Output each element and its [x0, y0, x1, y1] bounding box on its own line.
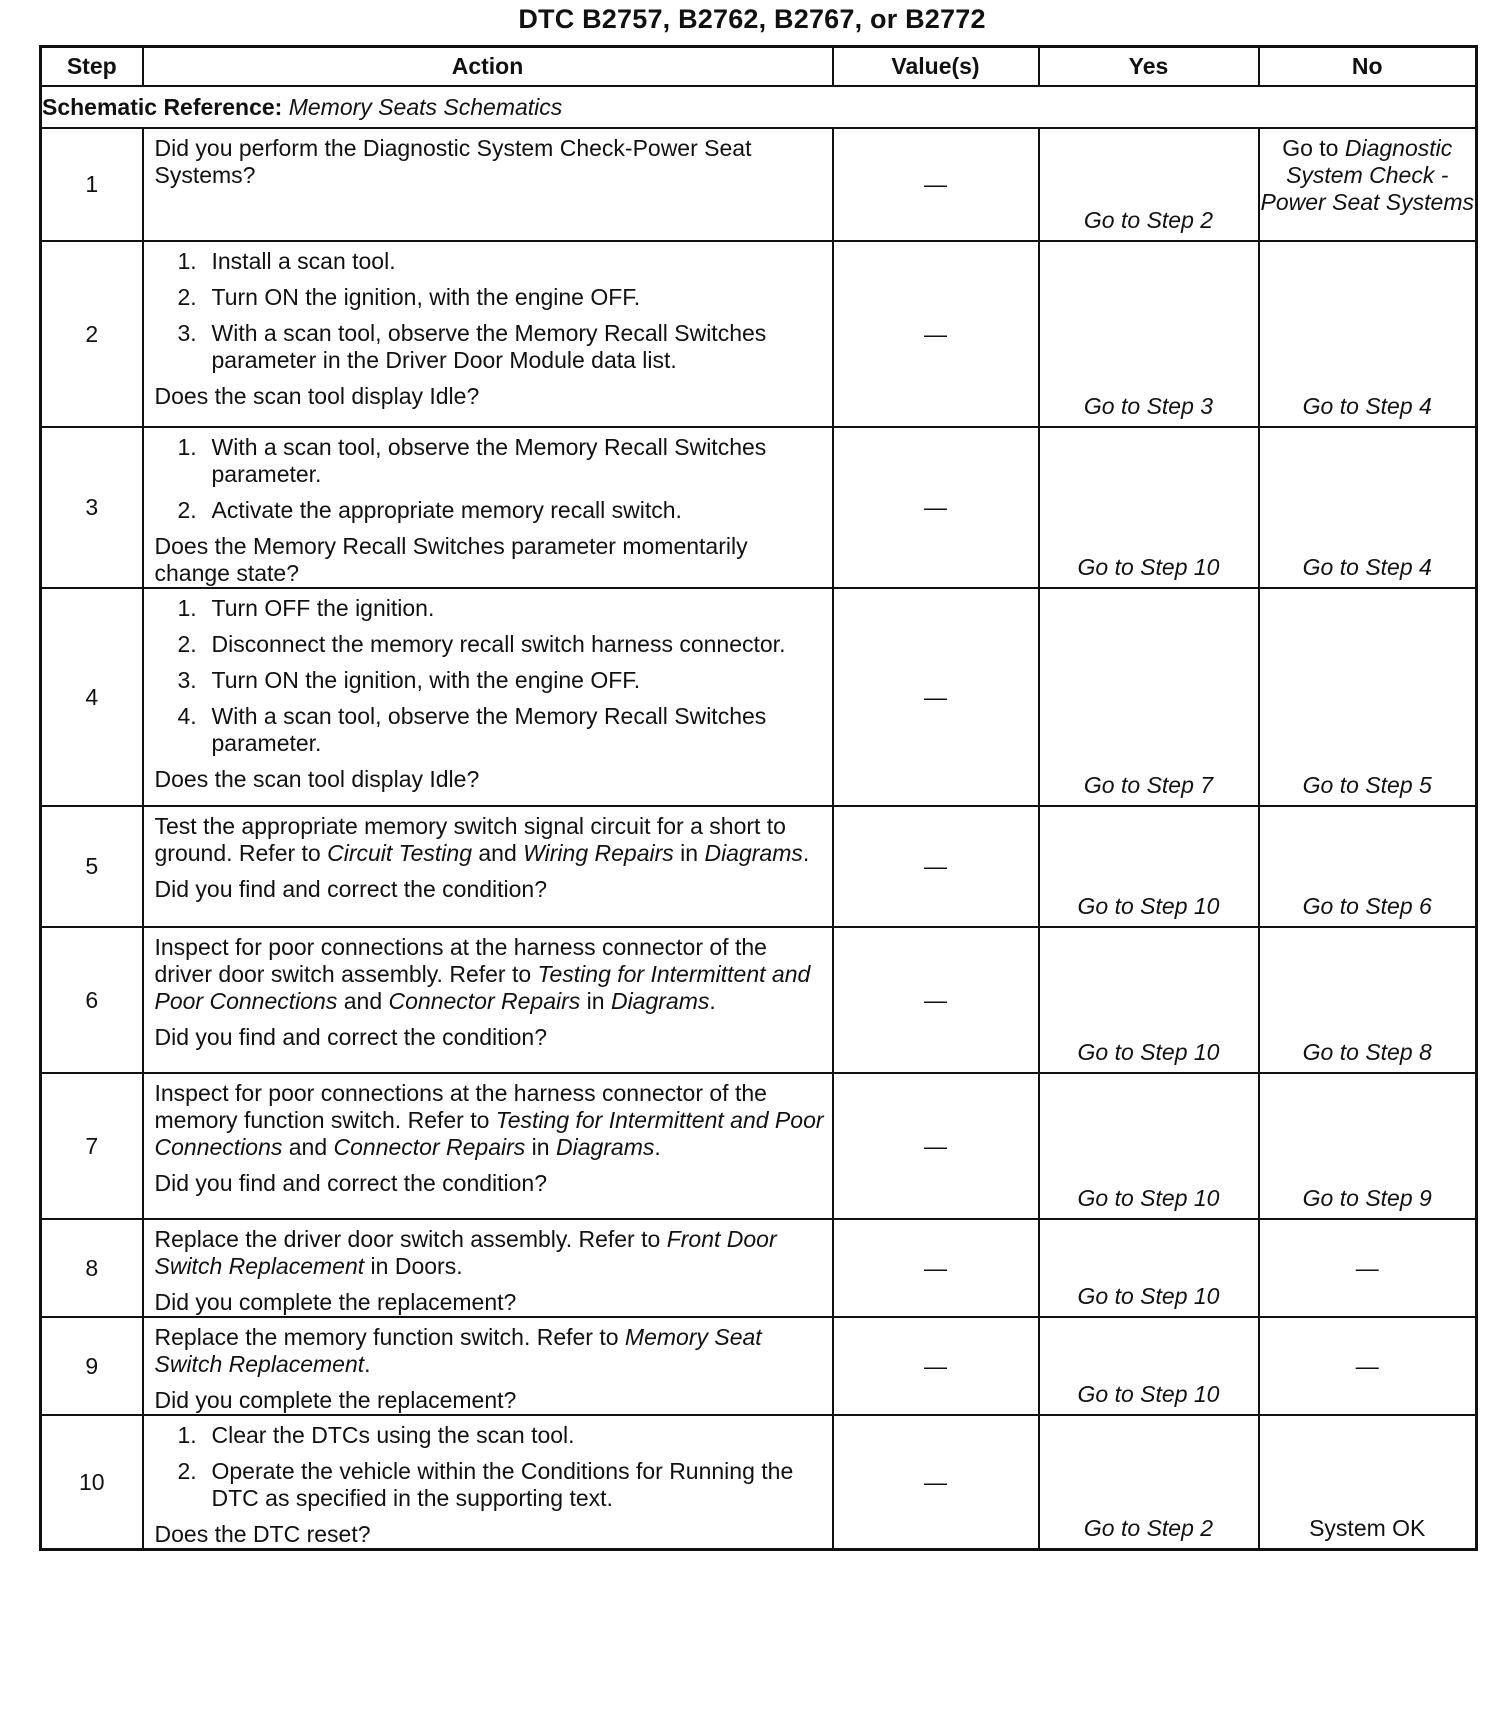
- yes-cell: Go to Step 10: [1039, 927, 1259, 1073]
- list-number: 1.: [177, 434, 197, 460]
- schematic-label: Schematic Reference:: [42, 93, 283, 120]
- reference-link: Diagrams: [704, 840, 803, 866]
- yes-cell: Go to Step 10: [1039, 806, 1259, 927]
- reference-link: Front Door Switch Replacement: [154, 1226, 777, 1279]
- list-number: 1.: [177, 1422, 197, 1448]
- value-cell: —: [833, 241, 1039, 427]
- action-list-item: [155, 667, 824, 694]
- action-list-item: [155, 703, 824, 757]
- no-cell: [1259, 128, 1477, 241]
- value-cell: —: [833, 1219, 1039, 1317]
- action-question: Did you perform the Diagnostic System Check-Power Seat Systems?: [154, 135, 752, 188]
- schematic-reference-row: [41, 86, 1477, 128]
- yes-cell: Go to Step 2: [1039, 1415, 1259, 1550]
- reference-link: Wiring Repairs: [523, 840, 674, 866]
- action-text: and: [282, 1134, 334, 1160]
- action-question: Did you find and correct the condition?: [154, 876, 548, 902]
- no-cell: Go to Step 4: [1259, 241, 1477, 427]
- action-cell: [143, 588, 833, 806]
- document-title: DTC B2757, B2762, B2767, or B2772: [518, 4, 986, 34]
- action-text: .: [654, 1134, 661, 1160]
- list-number: 1.: [177, 248, 197, 274]
- list-number: 1.: [177, 595, 197, 621]
- action-question: Did you find and correct the condition?: [154, 1170, 548, 1196]
- action-list: [155, 1422, 824, 1512]
- action-cell: [143, 1317, 833, 1415]
- step-number: 2: [41, 241, 143, 427]
- value-cell: —: [833, 1073, 1039, 1219]
- list-text: With a scan tool, observe the Memory Recall Switches parameter in the Driver Door Module data list.: [211, 320, 767, 373]
- step-number: 4: [41, 588, 143, 806]
- yes-cell: Go to Step 10: [1039, 1317, 1259, 1415]
- value-cell: —: [833, 128, 1039, 241]
- table-row: [41, 1073, 1477, 1219]
- action-text: in: [525, 1134, 556, 1160]
- header-values: Value(s): [833, 47, 1039, 87]
- action-text: Inspect for poor connections at the harness connector of the driver door switch assembly. Refer to: [154, 934, 767, 987]
- action-text: .: [364, 1351, 371, 1377]
- list-number: 2.: [177, 284, 197, 310]
- list-text: Disconnect the memory recall switch harness connector.: [211, 631, 786, 657]
- value-cell: —: [833, 806, 1039, 927]
- list-number: 4.: [177, 703, 197, 729]
- action-text: in Doors.: [364, 1253, 463, 1279]
- action-text: in: [673, 840, 705, 866]
- yes-cell: Go to Step 7: [1039, 588, 1259, 806]
- action-cell: [143, 806, 833, 927]
- reference-link: Connector Repairs: [388, 988, 581, 1014]
- action-list: [155, 248, 824, 374]
- yes-cell: Go to Step 10: [1039, 1073, 1259, 1219]
- header-no: No: [1259, 47, 1477, 87]
- table-row: [41, 1415, 1477, 1550]
- action-list: [155, 595, 824, 757]
- list-text: Clear the DTCs using the scan tool.: [211, 1422, 575, 1448]
- action-cell: [143, 427, 833, 588]
- no-cell: Go to Step 9: [1259, 1073, 1477, 1219]
- action-question: Does the scan tool display Idle?: [154, 766, 480, 792]
- action-list-item: [155, 1458, 824, 1512]
- no-cell: Go to Step 6: [1259, 806, 1477, 927]
- action-list-item: [155, 248, 824, 275]
- reference-link: Memory Seat Switch Replacement: [154, 1324, 762, 1377]
- action-list-item: [155, 497, 824, 524]
- list-text: Install a scan tool.: [211, 248, 396, 274]
- action-question: Does the DTC reset?: [154, 1521, 371, 1547]
- value-cell: —: [833, 927, 1039, 1073]
- action-list-item: [155, 434, 824, 488]
- action-list-item: [155, 284, 824, 311]
- no-cell: —: [1259, 1317, 1477, 1415]
- action-text: Replace the driver door switch assembly. Refer to: [154, 1226, 667, 1252]
- action-list: [155, 434, 824, 524]
- table-row: [41, 806, 1477, 927]
- schematic-reference: [41, 86, 1477, 128]
- yes-cell: Go to Step 3: [1039, 241, 1259, 427]
- table-row: [41, 1219, 1477, 1317]
- table-row: [41, 927, 1477, 1073]
- list-text: Activate the appropriate memory recall switch.: [211, 497, 682, 523]
- list-number: 2.: [177, 497, 197, 523]
- table-row: [41, 588, 1477, 806]
- no-text: Go to: [1282, 135, 1345, 161]
- value-cell: —: [833, 427, 1039, 588]
- list-number: 2.: [177, 1458, 197, 1484]
- action-cell: [143, 1073, 833, 1219]
- step-number: 1: [41, 128, 143, 241]
- action-cell: [143, 241, 833, 427]
- diagnostic-table: [39, 45, 1478, 1551]
- action-text: Test the appropriate memory switch signal circuit for a short to ground. Refer to: [154, 813, 786, 866]
- action-list-item: [155, 595, 824, 622]
- reference-link: Connector Repairs: [333, 1134, 526, 1160]
- list-text: Operate the vehicle within the Conditions for Running the DTC as specified in the supporting text.: [211, 1458, 794, 1511]
- step-number: 8: [41, 1219, 143, 1317]
- step-number: 3: [41, 427, 143, 588]
- action-text: .: [709, 988, 716, 1014]
- action-paragraph: [155, 1226, 824, 1280]
- action-question: Did you find and correct the condition?: [154, 1024, 548, 1050]
- list-text: Turn OFF the ignition.: [211, 595, 435, 621]
- yes-cell: Go to Step 10: [1039, 1219, 1259, 1317]
- action-text: Replace the memory function switch. Refer to: [154, 1324, 625, 1350]
- reference-link: Diagrams: [555, 1134, 655, 1160]
- list-text: With a scan tool, observe the Memory Recall Switches parameter.: [211, 434, 767, 487]
- step-number: 6: [41, 927, 143, 1073]
- action-question: Did you complete the replacement?: [154, 1289, 517, 1315]
- step-number: 7: [41, 1073, 143, 1219]
- table-row: [41, 241, 1477, 427]
- action-question: Did you complete the replacement?: [154, 1387, 517, 1413]
- no-cell: System OK: [1259, 1415, 1477, 1550]
- yes-cell: Go to Step 10: [1039, 427, 1259, 588]
- list-text: Turn ON the ignition, with the engine OFF.: [211, 284, 641, 310]
- action-question: Does the Memory Recall Switches parameter momentarily change state?: [154, 533, 748, 586]
- no-cell: —: [1259, 1219, 1477, 1317]
- reference-link: Circuit Testing: [327, 840, 472, 866]
- reference-link: Testing for Intermittent and Poor Connections: [154, 1107, 824, 1160]
- header-step: Step: [41, 47, 143, 87]
- no-cell: Go to Step 5: [1259, 588, 1477, 806]
- action-paragraph: [155, 1324, 824, 1378]
- action-list-item: [155, 320, 824, 374]
- action-question: Does the scan tool display Idle?: [154, 383, 480, 409]
- table-row: [41, 1317, 1477, 1415]
- action-text: in: [580, 988, 611, 1014]
- list-number: 3.: [177, 667, 197, 693]
- action-paragraph: [155, 1080, 824, 1161]
- action-paragraph: [155, 813, 824, 867]
- action-text: and: [337, 988, 389, 1014]
- list-text: With a scan tool, observe the Memory Recall Switches parameter.: [211, 703, 767, 756]
- action-cell: [143, 128, 833, 241]
- action-cell: [143, 1219, 833, 1317]
- action-list-item: [155, 1422, 824, 1449]
- action-text: and: [471, 840, 524, 866]
- header-action: Action: [143, 47, 833, 87]
- action-cell: [143, 1415, 833, 1550]
- reference-link: Testing for Intermittent and Poor Connections: [154, 961, 811, 1014]
- list-text: Turn ON the ignition, with the engine OFF.: [211, 667, 641, 693]
- header-yes: Yes: [1039, 47, 1259, 87]
- action-list-item: [155, 631, 824, 658]
- value-cell: —: [833, 1415, 1039, 1550]
- action-text: .: [802, 840, 810, 866]
- action-paragraph: [155, 934, 824, 1015]
- header-row: [41, 47, 1477, 87]
- list-number: 2.: [177, 631, 197, 657]
- step-number: 5: [41, 806, 143, 927]
- table-row: [41, 427, 1477, 588]
- reference-link: Diagrams: [610, 988, 710, 1014]
- step-number: 9: [41, 1317, 143, 1415]
- action-cell: [143, 927, 833, 1073]
- no-cell: Go to Step 8: [1259, 927, 1477, 1073]
- table-row: [41, 128, 1477, 241]
- no-cell: Go to Step 4: [1259, 427, 1477, 588]
- yes-cell: Go to Step 2: [1039, 128, 1259, 241]
- value-cell: —: [833, 588, 1039, 806]
- schematic-ref: Memory Seats Schematics: [288, 93, 563, 120]
- action-text: Inspect for poor connections at the harness connector of the memory function switch. Refer to: [154, 1080, 767, 1133]
- list-number: 3.: [177, 320, 197, 346]
- step-number: 10: [41, 1415, 143, 1550]
- reference-link: Diagnostic System Check - Power Seat Systems: [1260, 135, 1474, 215]
- value-cell: —: [833, 1317, 1039, 1415]
